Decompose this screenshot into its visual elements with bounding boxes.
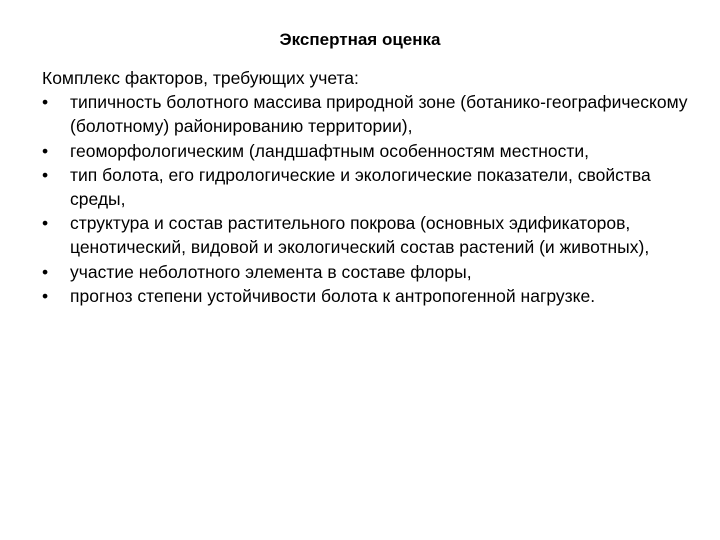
list-item — [42, 284, 692, 308]
bullet-icon: • — [42, 92, 49, 113]
list-item — [42, 260, 692, 284]
slide-title: Экспертная оценка — [279, 30, 441, 49]
bullet-icon: • — [42, 164, 49, 185]
bullet-icon: • — [42, 285, 49, 306]
list-item — [42, 90, 692, 138]
list-item-text: геоморфологическим (ландшафтным особенностям местности, — [70, 140, 590, 161]
slide-body — [42, 66, 692, 308]
list-item-text: структура и состав растительного покрова (основных эдификаторов, ценотический, видовой и экологический состав растений (и животных), — [70, 213, 650, 258]
list-item-text: тип болота, его гидрологические и экологические показатели, свойства среды, — [70, 164, 651, 210]
list-item-text: участие неболотного элемента в составе флоры, — [70, 261, 472, 282]
list-item-text: типичность болотного массива природной зоне (ботанико-географическому (болотному) районированию территории), — [70, 92, 688, 137]
list-item — [42, 139, 692, 163]
list-item — [42, 163, 692, 211]
list-item — [42, 211, 692, 259]
intro-text: Комплекс факторов, требующих учета: — [42, 68, 359, 88]
bullet-icon: • — [42, 140, 49, 161]
factor-list — [42, 90, 692, 308]
bullet-icon: • — [42, 261, 49, 282]
list-item-text: прогноз степени устойчивости болота к антропогенной нагрузке. — [70, 285, 596, 306]
bullet-icon: • — [42, 213, 49, 234]
